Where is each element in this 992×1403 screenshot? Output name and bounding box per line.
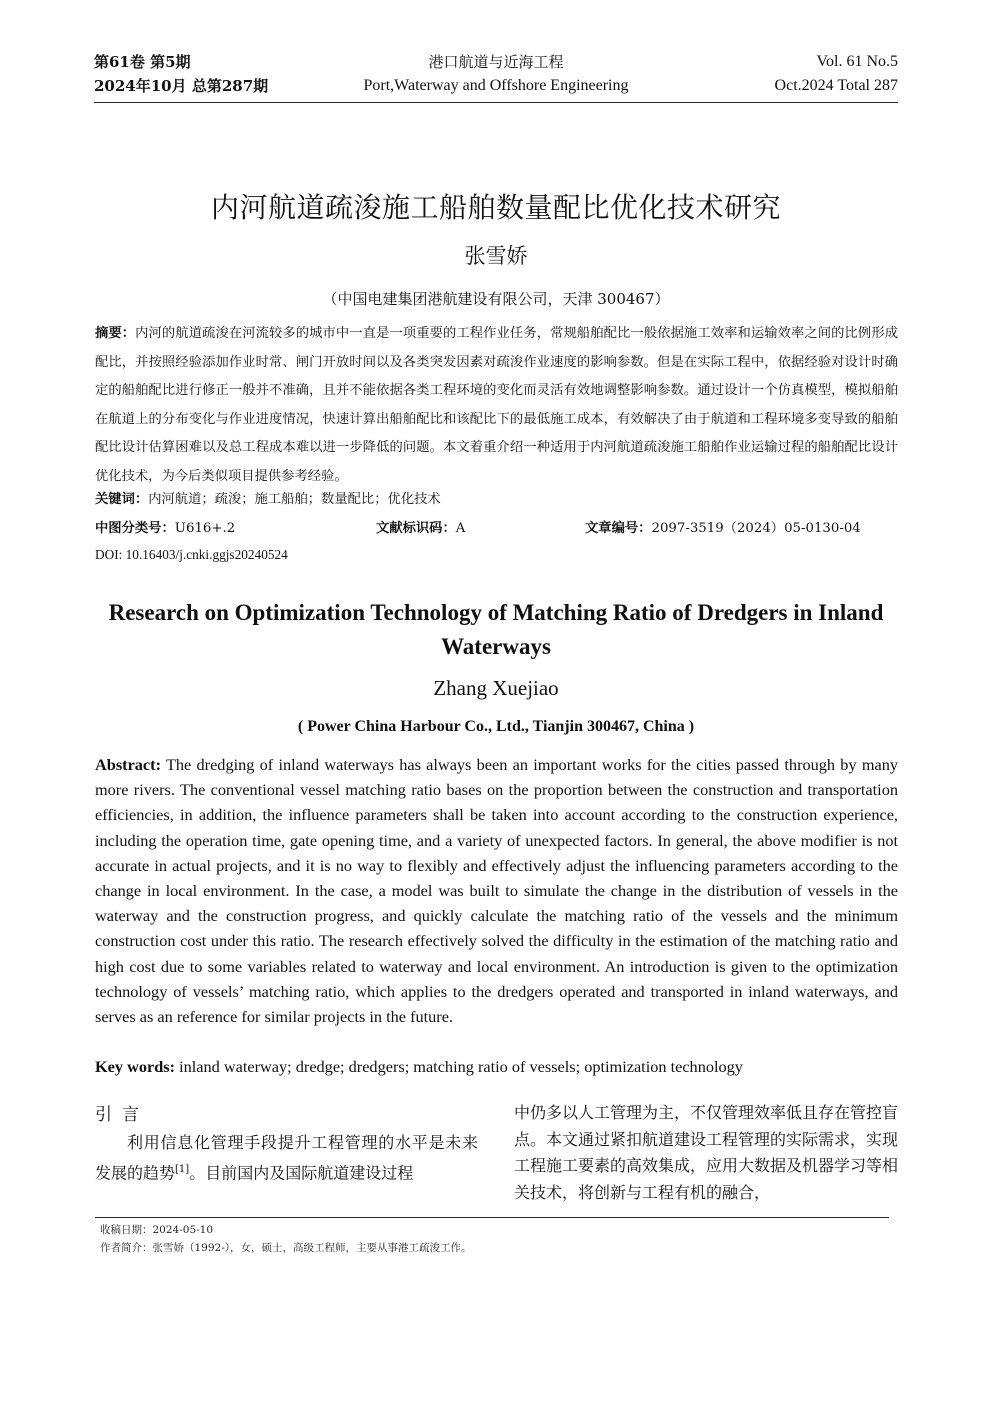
body-column-right [514,1100,898,1206]
citation-ref[interactable]: [1] [175,1163,190,1175]
header-date-total: 2024年10月 总第287期 [94,77,269,95]
header-volume-en [775,50,898,98]
journal-name-en: Port,Waterway and Offshore Engineering [363,77,629,94]
article-no-value: 2097-3519（2024）05-0130-04 [651,521,861,536]
abstract-en [95,752,898,1029]
journal-name-cn: 港口航道与近海工程 [428,53,564,71]
footnote [100,1221,472,1257]
author-cn: 张雪娇 [464,244,528,268]
author-en: Zhang Xuejiao [433,676,559,700]
section-heading-introduction: 引言 [95,1105,149,1125]
title-en: Research on Optimization Technology of Matching Ratio of Dredgers in Inland Waterways [108,600,884,659]
intro-text-a: 利用信息化管理手段提升工程管理的水平是未来发展的趋势 [95,1133,478,1182]
clc-value: U616+.2 [174,521,236,536]
keywords-cn [95,488,441,512]
author-bio: 作者简介：张雪娇（1992-），女，硕士，高级工程师，主要从事港工疏浚工作。 [100,1242,472,1254]
running-header [94,50,898,103]
abstract-cn-label: 摘要： [95,326,136,341]
title-cn: 内河航道疏浚施工船舶数量配比优化技术研究 [210,191,781,224]
header-vol-no: Vol. 61 No.5 [816,53,898,70]
abstract-cn-text: 内河的航道疏浚在河流较多的城市中一直是一项重要的工程作业任务，常规船舶配比一般依据施工效率和运输效率之间的比例形成配比，并按照经验添加作业时常、闸门开放时间以及各类突发因素对疏浚作业速度的影响参数。但是在实际工程中，依据经验对设计时确定的船舶配比进行修正一般并不准确，且并不能依据各类工程环境的变化而灵活有效地调整影响参数。通过设计一个仿真模型，模拟船舶在航道上的分布变化与作业进度情况，快速计算出船舶配比和该配比下的最低施工成本，有效解决了由于航道和工程环境多变导致的船舶配比设计估算困难以及总工程成本难以进一步降低的问题。本文着重介绍一种适用于内河航道疏浚施工船舶作业运输过程的船舶配比设计优化技术，为今后类似项目提供参考经验。 [95,326,899,484]
article-no-label: 文章编号： [585,521,652,536]
doi: DOI: 10.16403/j.cnki.ggjs20240524 [95,547,288,562]
header-date-en: Oct.2024 Total 287 [774,77,898,94]
body-column-left [95,1100,478,1186]
intro-text-b: 。目前国内及国际航道建设过程 [189,1162,414,1182]
article-number [585,517,861,541]
header-volume-issue: 第61卷 第5期 [94,53,191,71]
received-date: 收稿日期：2024-05-10 [100,1224,214,1236]
intro-paragraph [95,1130,478,1186]
doc-code-label: 文献标识码： [376,521,456,536]
clc-label: 中图分类号： [95,521,175,536]
abstract-en-text: The dredging of inland waterways has always been an important works for the cities passed through by many more rivers. The conventional vessel matching ratio bases on the proportion between the construction and transportation efficiencies, in addition, the influence parameters shall be taken into account according to the construction experience, including the operation time, gate opening time, and a variety of unexpected factors. In general, the above modifier is not accurate in actual projects, and it is no way to flexibly and effectively adjust the influencing parameters according to the change in local environment. In the case, a model was built to simulate the change in the distribution of vessels in the waterway and the construction progress, and quickly calculate the matching ratio of the vessels and the minimum construction cost under this ratio. The research effectively solved the difficulty in the estimation of the matching ratio and high cost due to some variables related to waterway and local environment. An introduction is given to the optimization technology of vessels’ matching ratio, which applies to the dredgers operated and transported in inland waterways, and serves as an reference for similar projects in the future. [95,755,898,1027]
document-code [376,517,465,541]
keywords-cn-label: 关键词： [95,492,149,507]
clc-number [95,517,235,541]
footnote-rule [95,1217,889,1218]
keywords-en [95,1054,743,1080]
doc-code-value: A [455,521,466,536]
affiliation-en: ( Power China Harbour Co., Ltd., Tianjin 300467, China ) [297,718,695,735]
abstract-en-label: Abstract: [95,755,162,774]
abstract-cn [95,320,898,492]
affiliation-cn: （中国电建集团港航建设有限公司，天津 300467） [322,290,670,308]
keywords-en-text: inland waterway; dredge; dredgers; matching ratio of vessels; optimization technology [175,1057,743,1076]
keywords-cn-text: 内河航道；疏浚；施工船舶；数量配比；优化技术 [148,492,441,507]
keywords-en-label: Key words: [95,1057,176,1076]
intro-paragraph-continued: 中仍多以人工管理为主，不仅管理效率低且存在管控盲点。本文通过紧扣航道建设工程管理的实际需求，实现工程施工要素的高效集成，应用大数据及机器学习等相关技术，将创新与工程有机的融合， [514,1103,899,1202]
